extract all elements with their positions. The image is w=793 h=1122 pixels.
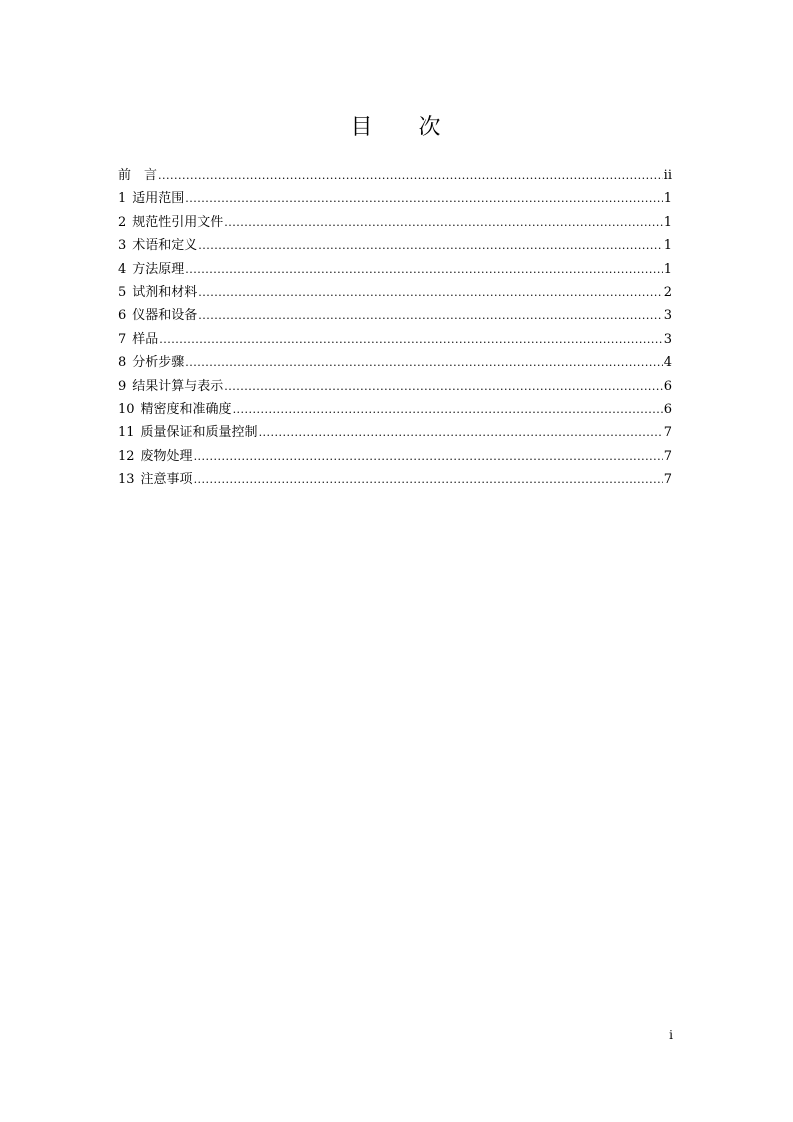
toc-entry-page: 3 [663, 331, 672, 347]
toc-entry-page: 1 [663, 214, 672, 230]
toc-entry-4[interactable] [118, 258, 672, 281]
toc-entry-label: 术语和定义 [132, 238, 198, 254]
toc-dot-leader [185, 187, 662, 210]
page-number: i [669, 1028, 673, 1042]
toc-entry-number: 5 [118, 284, 127, 300]
toc-entry-label: 试剂和材料 [132, 284, 198, 300]
toc-entry-number: 4 [118, 261, 127, 277]
toc-entry-number: 2 [118, 214, 127, 230]
toc-dot-leader [158, 164, 663, 187]
toc-entry-6[interactable] [118, 304, 672, 327]
toc-entry-9[interactable] [118, 375, 672, 398]
page-title-part1: 目 [350, 115, 375, 140]
toc-entry-page: 7 [663, 472, 672, 488]
toc-dot-leader [185, 258, 662, 281]
toc-entry-2[interactable] [118, 211, 672, 234]
toc-entry-number: 1 [118, 191, 127, 207]
toc-entry-8[interactable] [118, 351, 672, 374]
toc-entry-number: 12 [118, 448, 135, 464]
toc-dot-leader [159, 328, 662, 351]
toc-entry-label: 废物处理 [140, 448, 193, 464]
toc-entry-number: 6 [118, 308, 127, 324]
toc-entry-label: 精密度和准确度 [140, 401, 232, 417]
toc-entry-12[interactable] [118, 445, 672, 468]
toc-entry-10[interactable] [118, 398, 672, 421]
toc-entry-foreword[interactable] [118, 164, 672, 187]
toc-entry-page: ii [663, 168, 672, 183]
toc-entry-page: 2 [663, 284, 672, 300]
toc-entry-number: 11 [118, 425, 135, 441]
toc-entry-label: 仪器和设备 [132, 308, 198, 324]
toc-dot-leader [194, 468, 663, 491]
toc-entry-page: 1 [663, 191, 672, 207]
toc-entry-13[interactable] [118, 468, 672, 491]
toc-entry-number: 10 [118, 401, 135, 417]
toc-entry-number: 9 [118, 378, 127, 394]
toc-dot-leader [259, 421, 663, 444]
toc-dot-leader [198, 281, 662, 304]
toc-entry-number: 8 [118, 355, 127, 371]
toc-dot-leader [198, 234, 662, 257]
page-title [0, 114, 793, 142]
toc-entry-label: 适用范围 [132, 191, 185, 207]
toc-entry-3[interactable] [118, 234, 672, 257]
toc-entry-label: 结果计算与表示 [132, 378, 224, 394]
toc-entry-number: 7 [118, 331, 127, 347]
toc-entry-label: 方法原理 [132, 261, 185, 277]
toc-entry-5[interactable] [118, 281, 672, 304]
toc-entry-number: 3 [118, 238, 127, 254]
toc-entry-number: 13 [118, 472, 135, 488]
toc-entry-page: 7 [663, 425, 672, 441]
table-of-contents [118, 164, 672, 491]
toc-entry-label: 质量保证和质量控制 [140, 425, 258, 441]
toc-entry-label: 前 言 [118, 168, 158, 183]
toc-entry-page: 3 [663, 308, 672, 324]
toc-entry-page: 6 [663, 378, 672, 394]
toc-entry-page: 1 [663, 238, 672, 254]
toc-entry-page: 7 [663, 448, 672, 464]
toc-entry-1[interactable] [118, 187, 672, 210]
toc-dot-leader [198, 304, 662, 327]
toc-dot-leader [233, 398, 663, 421]
toc-dot-leader [224, 375, 662, 398]
toc-entry-label: 规范性引用文件 [132, 214, 224, 230]
toc-entry-page: 4 [663, 355, 672, 371]
toc-dot-leader [185, 351, 662, 374]
toc-entry-page: 6 [663, 401, 672, 417]
toc-entry-label: 分析步骤 [132, 355, 185, 371]
toc-dot-leader [224, 211, 662, 234]
toc-entry-label: 样品 [132, 331, 159, 347]
toc-dot-leader [194, 445, 663, 468]
toc-entry-page: 1 [663, 261, 672, 277]
toc-entry-11[interactable] [118, 421, 672, 444]
toc-entry-7[interactable] [118, 328, 672, 351]
page-title-part2: 次 [418, 115, 443, 140]
toc-entry-label: 注意事项 [140, 472, 193, 488]
